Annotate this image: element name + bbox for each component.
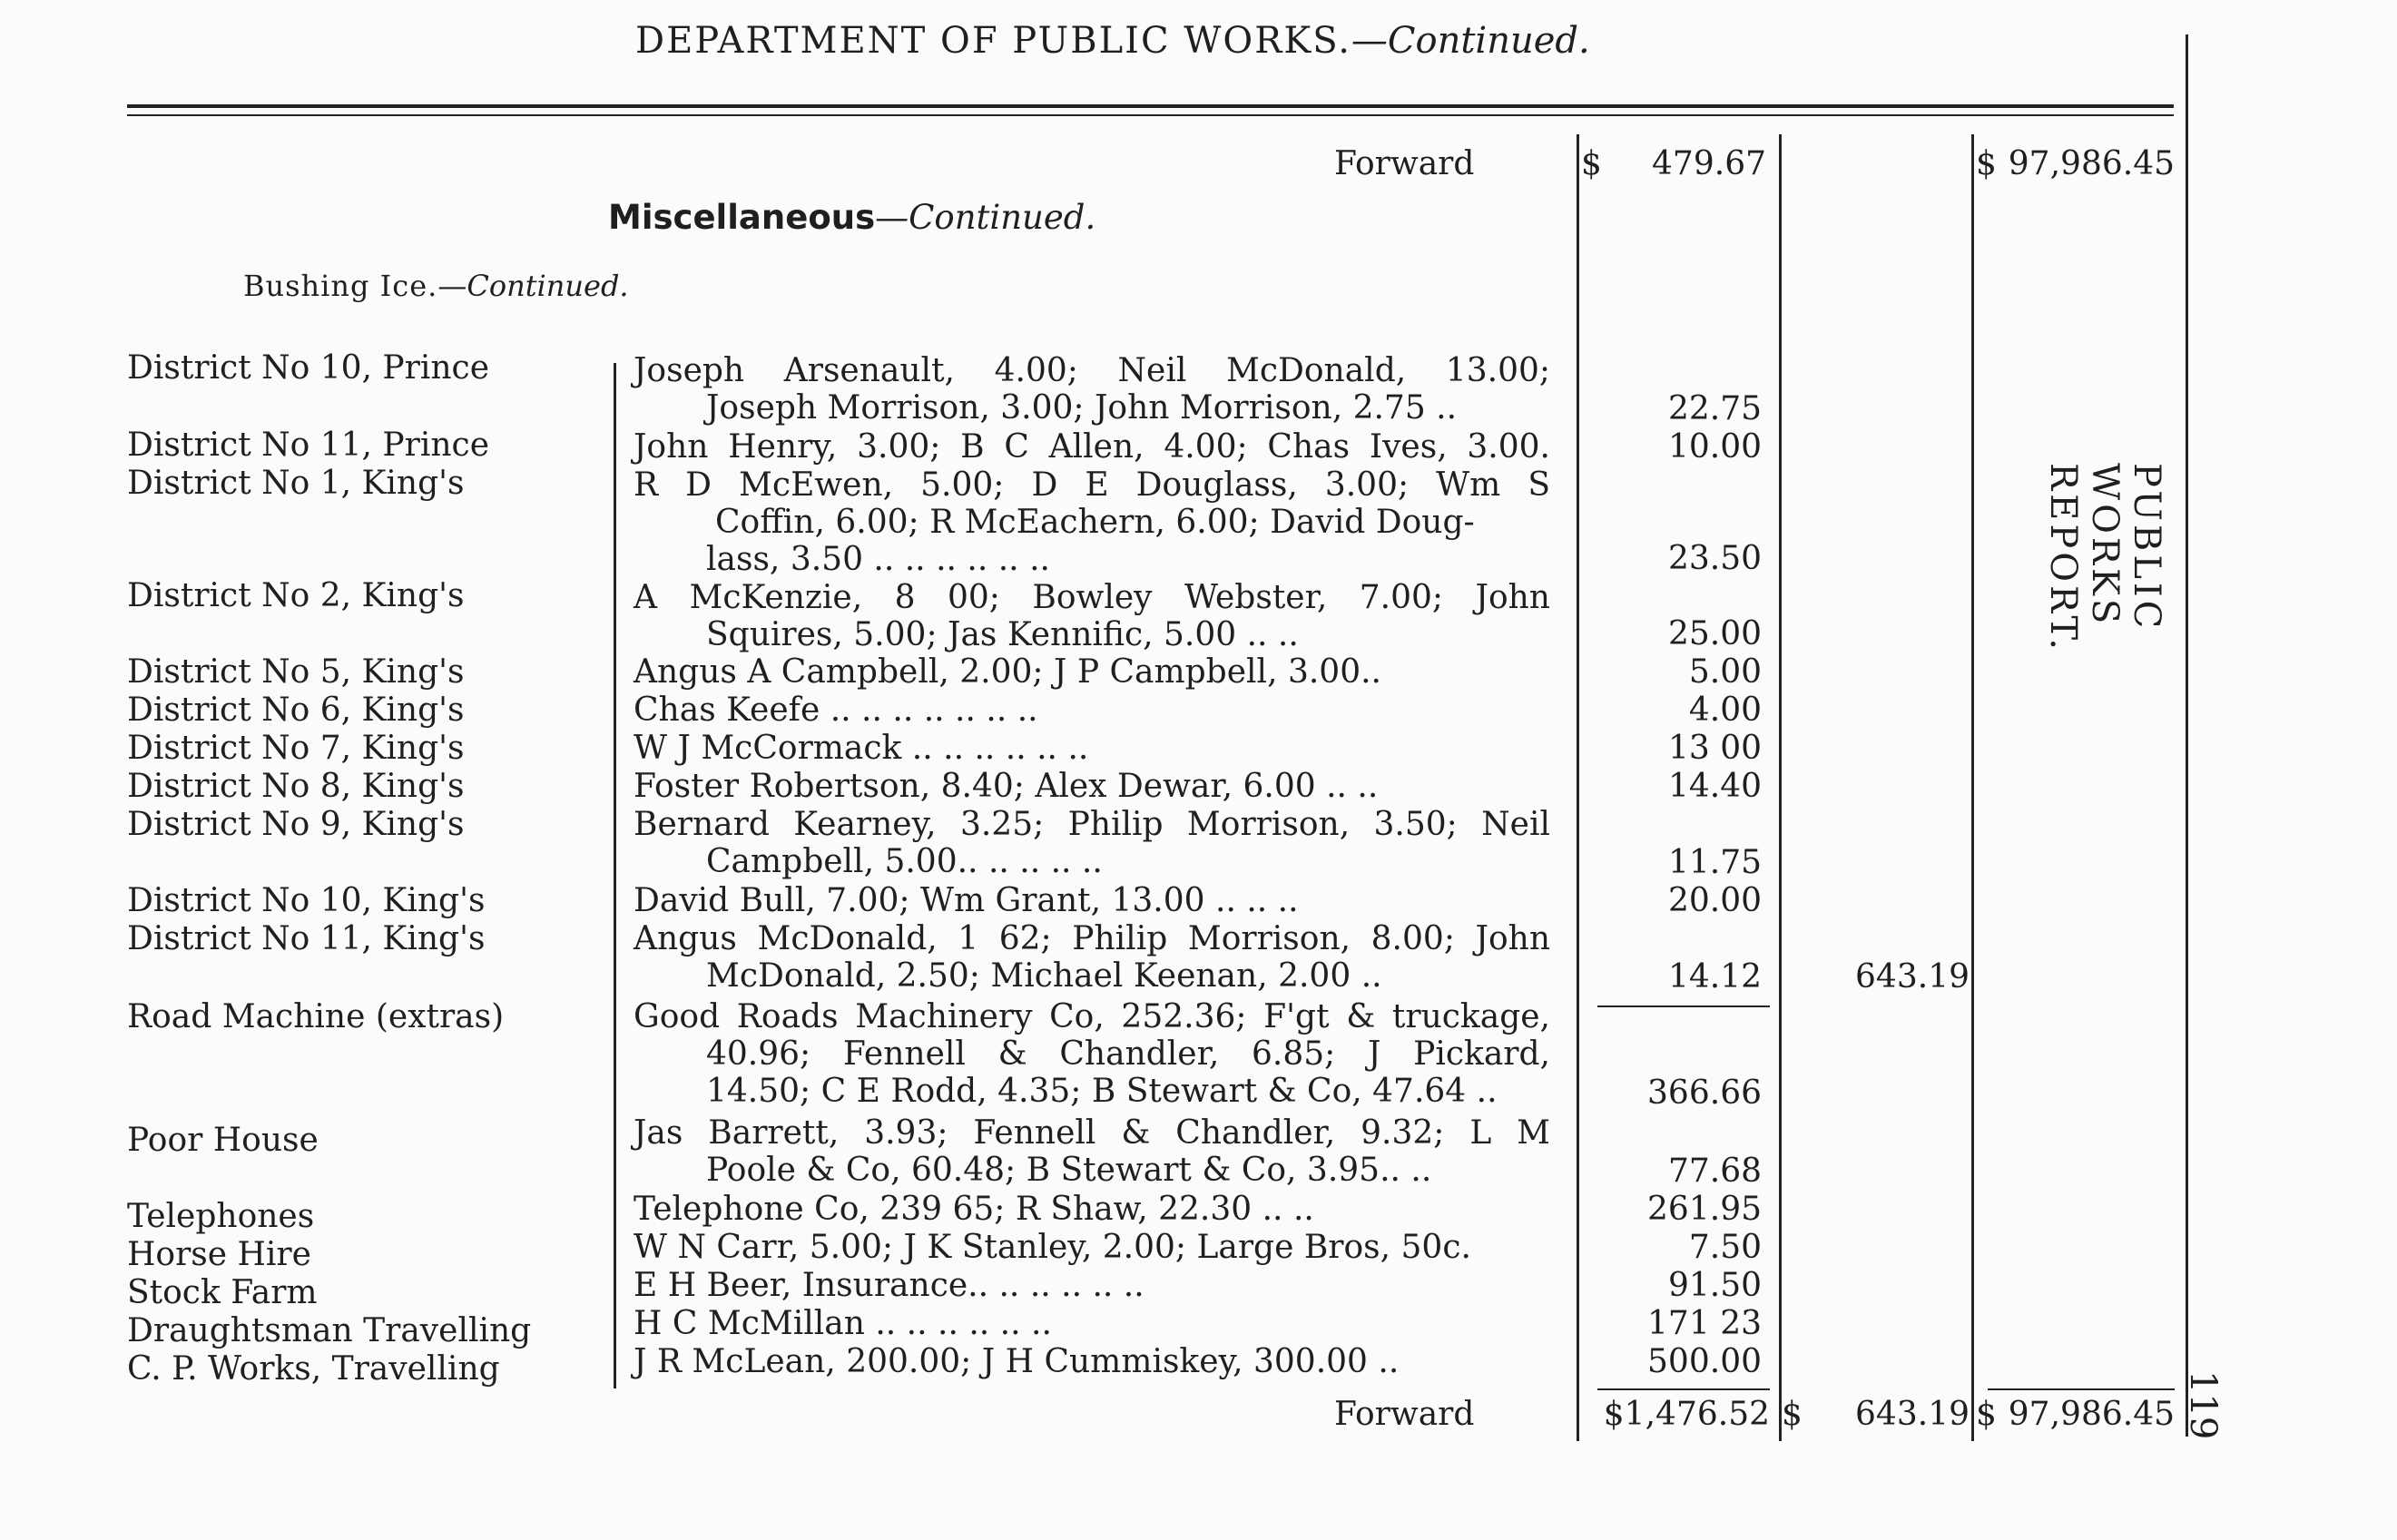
row-description: John Henry, 3.00; B C Allen, 4.00; Chas Ives, 3.00. (634, 428, 1550, 466)
row-value: 23.50 (1667, 540, 1762, 577)
row-description: Good Roads Machinery Co, 252.36; F'gt & truckage, 40.96; Fennell & Chandler, 6.85; J Pickard, 14.50; C E Rodd, 4.35; B Stewart & Co, 47.64 .. (634, 998, 1550, 1110)
header-rule-thin (127, 114, 2174, 116)
row-description: Jas Barrett, 3.93; Fennell & Chandler, 9.32; L M Poole & Co, 60.48; B Stewart & Co, 3.95.. .. (634, 1114, 1550, 1189)
desc-left-rule (614, 363, 616, 1388)
row-value: 22.75 (1667, 390, 1762, 427)
dollar-sign: $ (1581, 145, 1602, 182)
row-description: Chas Keefe .. .. .. .. .. .. .. (634, 692, 1038, 729)
dollar-sign: $ (1782, 1396, 1803, 1433)
row-value: 500.00 (1647, 1343, 1762, 1380)
row-description: David Bull, 7.00; Wm Grant, 13.00 .. .. .. (634, 882, 1299, 919)
row-description: A McKenzie, 8 00; Bowley Webster, 7.00; John Squires, 5.00; Jas Kennific, 5.00 .. .. (634, 579, 1550, 653)
row-value: 13 00 (1667, 730, 1762, 767)
forward-col2-bottom: 643.19 (1855, 1396, 1970, 1433)
dollar-sign: $ (1976, 145, 1997, 182)
row-value: 7.50 (1688, 1229, 1762, 1266)
row-description: J R McLean, 200.00; J H Cummiskey, 300.00 .. (634, 1343, 1400, 1380)
row-district: Road Machine (extras) (127, 998, 505, 1035)
row-value: 25.00 (1667, 615, 1762, 652)
row-value: 14.12 (1667, 958, 1762, 996)
row-district: Telephones (127, 1198, 315, 1235)
forward-col1-bottom: $1,476.52 (1603, 1396, 1770, 1433)
row-value: 11.75 (1667, 844, 1762, 881)
page-title: DEPARTMENT OF PUBLIC WORKS.—Continued. (635, 20, 1590, 62)
row-description: R D McEwen, 5.00; D E Douglass, 3.00; Wm S Coffin, 6.00; R McEachern, 6.00; David Doug- lass, 3.50 .. .. .. .. .. .. (634, 466, 1550, 578)
forward-col3-top: 97,986.45 (2008, 145, 2175, 182)
row-district: C. P. Works, Travelling (127, 1350, 500, 1388)
row-value: 4.00 (1688, 692, 1762, 729)
row-value: 77.68 (1667, 1153, 1762, 1190)
row-value: 5.00 (1688, 653, 1762, 691)
row-district: Stock Farm (127, 1274, 318, 1311)
total-rule-col1 (1597, 1388, 1770, 1390)
row-value: 261.95 (1647, 1191, 1762, 1228)
row-district: District No 5, King's (127, 653, 465, 691)
total-rule-col3 (1988, 1388, 2175, 1390)
row-district: District No 6, King's (127, 692, 465, 729)
row-description: Bernard Kearney, 3.25; Philip Morrison, 3.50; Neil Campbell, 5.00.. .. .. .. .. (634, 806, 1550, 880)
subtotal-col2: 643.19 (1855, 958, 1970, 996)
row-description: E H Beer, Insurance.. .. .. .. .. .. (634, 1267, 1144, 1304)
row-district: District No 8, King's (127, 768, 465, 805)
row-value: 20.00 (1667, 882, 1762, 919)
row-value: 366.66 (1647, 1074, 1762, 1112)
subtotal-rule (1597, 1005, 1770, 1007)
row-value: 171 23 (1647, 1305, 1762, 1342)
dollar-sign: $ (1976, 1396, 1997, 1433)
row-district: District No 1, King's (127, 465, 465, 502)
row-district: District No 11, Prince (127, 427, 490, 464)
forward-label-bottom: Forward (1334, 1396, 1475, 1433)
forward-col1-top: 479.67 (1652, 145, 1766, 182)
row-description: Foster Robertson, 8.40; Alex Dewar, 6.00 .. .. (634, 768, 1379, 805)
header-rule-thick (127, 104, 2174, 108)
subsection-heading: Bushing Ice.—Continued. (243, 269, 629, 303)
row-description: H C McMillan .. .. .. .. .. .. (634, 1305, 1052, 1342)
row-district: District No 11, King's (127, 920, 486, 957)
row-district: District No 10, Prince (127, 349, 490, 387)
row-description: Joseph Arsenault, 4.00; Neil McDonald, 13.00; Joseph Morrison, 3.00; John Morrison, 2.75 .. (634, 352, 1550, 427)
row-description: Telephone Co, 239 65; R Shaw, 22.30 .. .. (634, 1191, 1314, 1228)
col3-left-rule (1971, 134, 1974, 1441)
page-number: 119 (2182, 1370, 2224, 1440)
row-value: 14.40 (1667, 768, 1762, 805)
row-value: 10.00 (1667, 428, 1762, 466)
section-heading: Miscellaneous—Continued. (608, 198, 1096, 237)
forward-label-top: Forward (1334, 145, 1475, 182)
row-district: District No 10, King's (127, 882, 486, 919)
row-district: District No 2, King's (127, 577, 465, 614)
row-district: District No 7, King's (127, 730, 465, 767)
col2-left-rule (1779, 134, 1782, 1441)
col1-left-rule (1577, 134, 1579, 1441)
side-running-title: PUBLIC WORKS REPORT. (2042, 463, 2167, 653)
row-description: Angus A Campbell, 2.00; J P Campbell, 3.00.. (634, 653, 1381, 691)
row-district: District No 9, King's (127, 806, 465, 843)
row-value: 91.50 (1667, 1267, 1762, 1304)
row-description: W J McCormack .. .. .. .. .. .. (634, 730, 1089, 767)
page-edge-line (2186, 34, 2188, 1437)
row-description: W N Carr, 5.00; J K Stanley, 2.00; Large Bros, 50c. (634, 1229, 1471, 1266)
row-description: Angus McDonald, 1 62; Philip Morrison, 8.00; John McDonald, 2.50; Michael Keenan, 2.00 .. (634, 920, 1550, 995)
row-district: Horse Hire (127, 1236, 311, 1273)
row-district: Draughtsman Travelling (127, 1312, 532, 1349)
forward-col3-bottom: 97,986.45 (2008, 1396, 2175, 1433)
row-district: Poor House (127, 1122, 319, 1159)
